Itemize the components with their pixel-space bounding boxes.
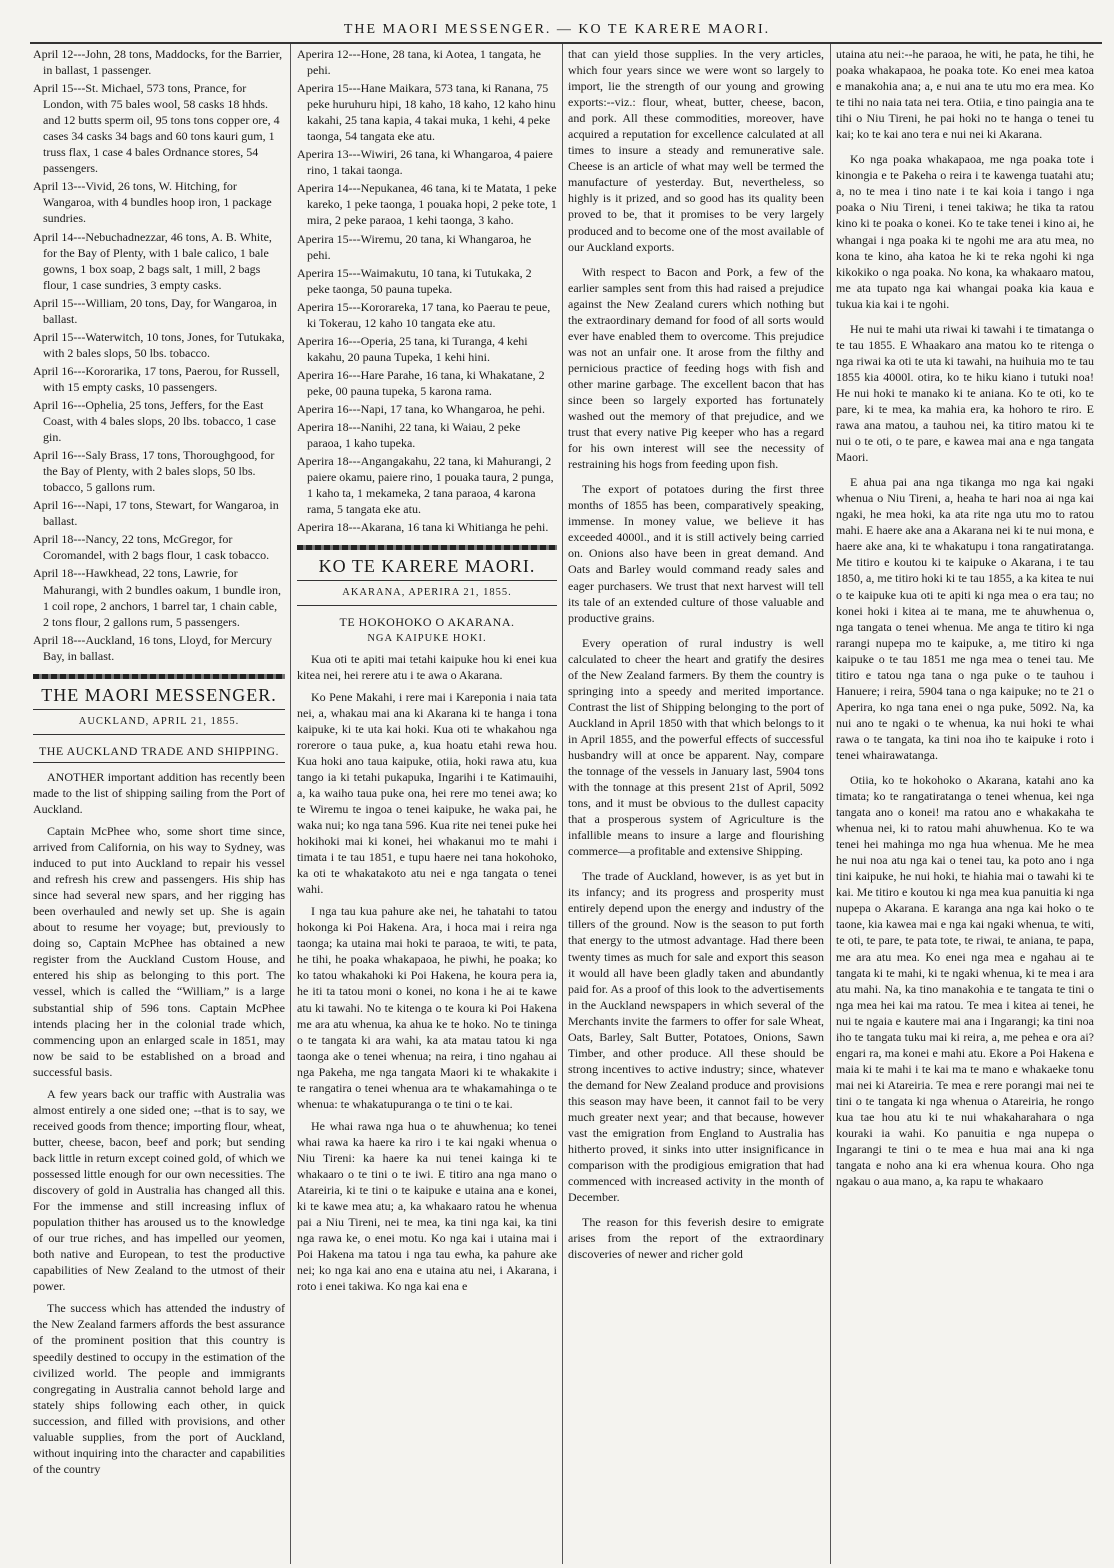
maori-paragraph: Kua oti te apiti mai tetahi kaipuke hou ki enei kua kitea nei, hei rerere atu i te awa o Akarana. xyxy=(297,651,557,682)
english-article-heading: THE AUCKLAND TRADE AND SHIPPING. xyxy=(38,743,280,758)
shipping-entry: April 18---Auckland, 16 tons, Lloyd, for Mercury Bay, in ballast. xyxy=(33,632,272,663)
maori-shipping-list xyxy=(297,46,557,535)
english-paragraph: The trade of Auckland, however, is as yet but in its infancy; and its progress and prosperity must entirely depend upon the energy and industry of the tillers of the ground. Now is the season to put forth that energy to the utmost advantage. Had there been twenty times as much for sale and export this season it would all have been gladly taken and abundantly paid for. As a proof of this look to the advertisements in the Auckland newspapers in which several of the Merchants invite the farmers to offer for sale Wheat, Oats, Barley, Salt Butter, Potatoes, Onions, Sawn Timber, and other produce. All these should be strong incentives to active industry; since, whatever the demand for New Zealand produce and provisions this season may have been, it cannot fail to be very much greater next year; and that because, however vast the emigration from England to Australia has hitherto proved, it sinks into utter insignificance in comparison with the prodigious emigration that had commenced with increased activity in the month of December. xyxy=(568,869,824,1205)
shipping-entry: April 16---Napi, 17 tons, Stewart, for Wangaroa, in ballast. xyxy=(33,498,279,529)
maori-paragraph: Otiia, ko te hokohoko o Akarana, katahi ano ka timata; ko te rangatiratanga o tenei whenua, kei nga tangata ano o konei! ma ratou ano e whakakaha te whenua nei, ki to ratou mahi ahuwhenua. Ko te wa tenei hei mahinga mo nga hua whenua. Me he mea he nui noa atu nga kai o tenei tau, ka poto ano i nga tini kaipuke, he nui hoki, te hiahia mai o tawahi ki te kai. Me titiro e koutou ki nga mea kua panuitia ki nga nupepa o Akarana. E karanga ana nga kai hoko o te taone, kia kawea mai e nga kai ngaki whenua, te witi, te oti, te pare, te pata tote, te riwai, te aniana, te papa, me ara atu mea. Ko enei nga mea e ngahau ai te tangata ki te mahi, ki te ngaki whenua, ki te mea i ara atu mahi. Na, ka tino manakohia e te tangata te tini o nga mea hei kai ma ratou. Te mea i kitea ai tenei, he nui te ngaia e kautere mai ana i Ingarangi; ka tini noa iho te tangata tuku mai ki reira, a, me pehea e ora ai? engari ra, ma konei e mahi atu. Ekore a Poi Hakena e maia ki te mahi i te kai ma te mano e whakaeke tonu mai nei ki Atareiria. Te mea e rere porangi mai nei te tini o te tangata ki nga whenua o Atareiria, he rongo kua tae hou atu ki te nui whakaharahara o nga kouraki ia wahi. Ko panuitia e nga nupepa o Ingarangi te tini o te mea e hua mai ana ki nga tangata e noho ana ki era whenua koura. Oho nga ngakau o aua mano, a, ka rapu te whakaaro xyxy=(836,773,1094,1189)
shipping-entry: April 14---Nebuchadnezzar, 46 tons, A. B. White, for the Bay of Plenty, with 1 bale calico, 1 bale gowns, 1 box soap, 2 bags salt, 1 mill, 2 bags flour, 1 case sundries, 3 empty casks. xyxy=(33,229,272,292)
shipping-entry: Aperira 16---Hare Parahe, 16 tana, ki Whakatane, 2 peke, 00 pauna tupeka, 5 karona rama. xyxy=(297,367,545,398)
english-dateline: AUCKLAND, APRIL 21, 1855. xyxy=(33,709,285,735)
running-head: THE MAORI MESSENGER. — KO TE KARERE MAORI. xyxy=(343,22,771,37)
english-masthead: THE MAORI MESSENGER. xyxy=(41,684,277,705)
shipping-entry: April 12---John, 28 tons, Maddocks, for the Barrier, in ballast, 1 passenger. xyxy=(33,47,283,78)
shipping-entry: April 15---St. Michael, 573 tons, Prance, for London, with 75 bales wool, 58 casks 18 hhds. and 12 butts sperm oil, 95 tons tons copper ore, 4 cases 34 casks 34 bags and 60 tons kauri gum, 1 truss flax, 1 case 4 bales Ordnance stores, 54 passengers. xyxy=(33,81,280,176)
maori-paragraph: Ko Pene Makahi, i rere mai i Kareponia i naia tata nei, a, whakau mai ana ki Akarana ki te hanga i tona kaipuke, ki te uta kai hoki. Kua oti te whakahou nga rorerore o taua puke, a, kua hoatu etahi rewa hou. Kua hoki ano taua kaipuke, otiia, hoki rawa atu, kua tango ia ki tetahi pukapuka, Ingarihi i te Katimauihi, a, ka waiho taua puke ona, hei rere mo tenei awa; ko te Wiremu te ingoa o tenei kaipuke, he waka pai, he waka nui; ko nga tana 596. Kua rite nei tenei puke hei hokihoki mai ki konei, hei whakanui mo te mahi i timata i te tau 1851, e tupu haere nei tana hokohoko, ka oti te whakatakoto atu nei e nga tangata o tenei wahi. xyxy=(297,689,557,897)
column-rule xyxy=(290,44,291,1564)
maori-article-subheading: NGA KAIPUKE HOKI. xyxy=(367,632,487,644)
english-shipping-list xyxy=(33,46,285,664)
column-3 xyxy=(568,46,824,1564)
column-1 xyxy=(33,46,285,1564)
column-rule xyxy=(562,44,563,1564)
english-continuation: that can yield those supplies. In the very articles, which four years since we were wont so largely to import, lie the strength of our young and growing exports:--viz.: flour, wheat, butter, cheese, bacon, and pork. All these commodities, moreover, have acquired a reputation for excellence calculated at all times to insure a steady and remunerative sale. Cheese is an article of what may well be termed the manufacture of yesterday. But, nevertheless, so highly is it prized, and so good has its quality been proved to be, that it promises to be very largely produced and to become one of the most available of our Auckland exports. xyxy=(568,47,824,254)
masthead-divider xyxy=(33,674,285,679)
shipping-entry: Aperira 14---Nepukanea, 46 tana, ki te Matata, 1 peke kareko, 1 peke taonga, 1 pouaka hopi, 2 peke tote, 1 mira, 2 peke paraoa, 1 kehi taonga, 3 kaho. xyxy=(297,181,557,228)
maori-article-heading: TE HOKOHOKO O AKARANA. xyxy=(339,615,515,630)
shipping-entry: Aperira 15---Waimakutu, 10 tana, ki Tutukaka, 2 peke taonga, 50 pauna tupeka. xyxy=(297,265,532,296)
shipping-entry: April 16---Ophelia, 25 tons, Jeffers, for the East Coast, with 4 bales slops, 20 lbs. tobacco, 1 case gin. xyxy=(33,397,276,445)
shipping-entry: April 13---Vivid, 26 tons, W. Hitching, for Wangaroa, with 4 bundles hoop iron, 1 package sundries. xyxy=(33,179,272,226)
shipping-entry: Aperira 16---Operia, 25 tana, ki Turanga, 4 kehi kakahu, 20 pauna Tupeka, 1 kehi hini. xyxy=(297,333,528,364)
shipping-entry: Aperira 15---Kororareka, 17 tana, ko Paerau te peue, ki Tokerau, 12 kaho 10 tangata eke atu. xyxy=(297,299,551,330)
shipping-entry: April 18---Hawkhead, 22 tons, Lawrie, for Mahurangi, with 2 bundles oakum, 1 bundle iron, 1 coil rope, 2 anchors, 1 barrel tar, 1 chain cable, 2 tons flour, 2 gallons rum, 5 passengers. xyxy=(33,566,281,629)
english-paragraph: ANOTHER important addition has recently been made to the list of shipping sailing from the Port of Auckland. xyxy=(33,769,285,816)
english-paragraph: The success which has attended the industry of the New Zealand farmers affords the best assurance of the prominent position that this country is speedily destined to occupy in the estimation of the civilized world. The people and immigrants congregating in Australia cannot behold large and stately ships following each other, in quick succession, and filled with provisions, and other valuable supplies, from the port of Auckland, without inquiring into the character and capabilities of the country xyxy=(33,1301,285,1476)
english-paragraph: Every operation of rural industry is well calculated to cheer the heart and gratify the desires of the New Zealand farmers. By them the country is springing into a speedy and merited importance. Contrast the list of Shipping belonging to the port of Auckland in April 1850 with that which belongs to it in April 1855, and the powerful effects of successful husbandry will at once be apparent. Nay, compare the tonnage of the vessels in January last, 5904 tons with the tonnage at this present 21st of April, 5092 tons, and it must be obvious to the dullest capacity that a prosperous system of Agriculture is the infallible means to insure a large and flourishing commerce—a profitable and extensive Shipping. xyxy=(568,635,824,859)
english-paragraph: With respect to Bacon and Pork, a few of the earlier samples sent from this had raised a prejudice against the New Zealand curers which nothing but the extraordinary demand for food of all sorts would ever have enabled them to overcome. This prejudice was not an unfair one. It arose from the filthy and pernicious practice of feeding hogs with fish and other marine garbage. The excellent bacon that has since been so largely exported has fortunately washed out the memory of that prejudice, and we trust that every native Pig keeper who has a regard for his own interest will see the necessity of restraining his hogs from feeding upon fish. xyxy=(568,264,824,472)
english-paragraph: Captain McPhee who, some short time since, arrived from California, on his way to Sydney, was induced to put into Auckland to repair his vessel and refresh his crew and passengers. His ship has since had several new spars, and her rigging has been overhauled and newly set up. She is again about to resume her voyage; but, previously to doing so, Captain McPhee has obtained a new register from the Auckland Custom House, and entered his ship as belonging to this port. The vessel, which is called the “William,” is a large substantial ship of 596 tons. Captain McPhee intends placing her in the colonial trade which, commencing upon an enlarged scale in 1851, may now be said to be established on a broad and successful basis. xyxy=(33,824,285,1079)
shipping-entry: Aperira 12---Hone, 28 tana, ki Aotea, 1 tangata, he pehi. xyxy=(297,47,541,78)
shipping-entry: April 15---Waterwitch, 10 tons, Jones, for Tutukaka, with 2 bales slops, 50 lbs. tobacco. xyxy=(33,329,285,360)
top-rule xyxy=(30,42,1102,44)
shipping-entry: Aperira 18---Angangakahu, 22 tana, ki Mahurangi, 2 paiere okamu, paiere rino, 1 pouaka taura, 2 punga, 1 kaho ta, 1 mekameka, 2 tana paraoa, 4 karona rama, 5 tangata eke atu. xyxy=(297,454,554,517)
maori-paragraph: E ahua pai ana nga tikanga mo nga kai ngaki whenua o Niu Tireni, a, heaha te hari noa ai nga kai ngaki, he mea hoki, ka ata rite nga utu mo to ratou mahi. E haere ake ana a Akarana nei ki te nui mona, e haere ake ana, ki te whakatupu i tona rangatiratanga. Me titiro e koutou ki te kaipuke o Akarana, i te tau 1850, a, me titiro hoki ki te tau 1855, a ka kitea te nui o te kaipuke kua oti te apiti ki nga mea o era tau; no konei hoki i kitea ai te mana, me te ahuwhenua o, nga tangata o tenei whenua. Me anga te titiro ki nga rarangi nupepa mo te kaipuke, a, me titiro ki nga kaipuke o te tau 1851 me nga mea o tenei tau. Me titiro e tatou nga tana o nga puke o te tauhou i Hanuere; i reira, 5904 tana o nga kaipuke; no te 21 o Aperira, ko nga tana enei o nga puke, 5092. Na, ka nui ano te ngaki o te whenua, ka nui hoki te whai rawa o te tangata, ka tini noa iho te kaipuke i roto i tenei whairawatanga. xyxy=(836,475,1094,762)
shipping-entry: April 18---Nancy, 22 tons, McGregor, for Coromandel, with 2 bags flour, 1 cask tobacco. xyxy=(33,532,270,563)
maori-masthead: KO TE KARERE MAORI. xyxy=(318,556,536,577)
maori-paragraph: Ko nga poaka whakapaoa, me nga poaka tote i kinongia e te Pakeha o reira i te kawenga tuatahi atu; a, no te mea i tino nate i te kai koia i tango i nga poaka o Niu Tireni, i tenei takiwa; he tika ta ratou kino ki te poaka o konei. Ko te take tenei i kino ai, he whangai i nga poaka ki te ngohi me ara atu mea, no kona te kino, aha katoa he ki te reka ngohi ki nga kikokiko o nga poaka. No kona, ka whakaaro matou, me ata tupato nga kai whangai poaka kia kaua e tukua kia kai i te ngohi. xyxy=(836,152,1094,311)
masthead-divider xyxy=(297,545,557,550)
shipping-entry: April 16---Kororarika, 17 tons, Paerou, for Russell, with 15 empty casks, 10 passengers. xyxy=(33,363,280,394)
shipping-entry: Aperira 15---Hane Maikara, 573 tana, ki Ranana, 75 peke huruhuru hipi, 18 kaho, 18 kaho, 12 kaho hinu kakahi, 25 tana kapia, 4 takai muka, 1 kehi, 4 peke taonga, 54 tangata eke atu. xyxy=(297,81,556,144)
english-paragraph: A few years back our traffic with Australia was almost entirely a one sided one; --that is to say, we received goods from thence; importing flour, wheat, butter, cheese, bacon, beef and pork; but sending back little in return except coined gold, of which we possessed little enough for our own necessities. The discovery of gold in Australia has changed all this. For the immense and still increasing influx of population thither has aroused us to the knowledge of our true riches, and has impelled our yeomen, both native and European, to test the productive capabilities of New Zealand to the utmost of their power. xyxy=(33,1086,285,1294)
column-4 xyxy=(836,46,1094,1564)
shipping-entry: Aperira 18---Nanihi, 22 tana, ki Waiau, 2 peke paraoa, 1 kaho tupeka. xyxy=(297,420,521,451)
shipping-entry: Aperira 13---Wiwiri, 26 tana, ki Whangaroa, 4 paiere rino, 1 takai taonga. xyxy=(297,147,553,178)
english-paragraph: The export of potatoes during the first three months of 1855 has been, comparatively speaking, immense. In money value, we believe it has exceeded 4000l., and it is still actively being carried on. Onions also have been in great demand. And Oats and Barley would command ready sales and eager purchasers. We trust that next harvest will tell its tale of an extended culture of those valuable and productive grains. xyxy=(568,482,824,625)
maori-paragraph: He whai rawa nga hua o te ahuwhenua; ko tenei whai rawa ka haere ka riro i te kai ngaki whenua o Niu Tireni: ka haere ka nui tenei kainga ki te whakaaro o te tini o te iwi. E titiro ana nga mano o Atareiria, ki te tini o te kaipuke e utaina ana e konei, ki te kawe mea atu; a, ka whakaaro ratou he whenua pai a Niu Tireni, nei te mea, ka tini nga kai, ka tini nga rawa ke, o enei motu. Ko nga kai i utaina mai i Poi Hakena ma tatou i nga tau ewha, ka pahure ake nei; ko nga kai ano ena e utaina atu nei, i Akarana, i roto i enei takiwa. Ko nga kai ena e xyxy=(297,1118,557,1294)
english-paragraph: The reason for this feverish desire to emigrate arises from the report of the extraordinary discoveries of newer and richer gold xyxy=(568,1215,824,1262)
maori-paragraph: He nui te mahi uta riwai ki tawahi i te timatanga o te tau 1855. E Whaakaro ana matou ko te ritenga o nga riwai ka oti te uta ki tawahi, na huihuia mo te tau 1855 kia 4000l. otira, ko te hiku kiano i tutuki noa! He nui hoki te manako ki te aniana. Ko te oti, ko te pare, ki te mea, ka mahia era, ka hohoro te riro. E rawa ana matou, a tauhou nei, ka titiro matou ki te nui o te oti, o te pare, e kawea mai ana e nga tangata Maori. xyxy=(836,321,1094,465)
maori-dateline: AKARANA, APERIRA 21, 1855. xyxy=(297,580,557,606)
shipping-entry: Aperira 16---Napi, 17 tana, ko Whangaroa, he pehi. xyxy=(297,401,546,416)
column-rule xyxy=(830,44,831,1564)
shipping-entry: April 15---William, 20 tons, Day, for Wangaroa, in ballast. xyxy=(33,295,277,326)
shipping-entry: April 16---Saly Brass, 17 tons, Thoroughgood, for the Bay of Plenty, with 2 bales slops, 50 lbs. tobacco, 5 gallons rum. xyxy=(33,448,275,495)
column-2 xyxy=(297,46,557,1564)
heading-rule xyxy=(33,762,285,763)
maori-continuation: utaina atu nei:--he paraoa, he witi, he pata, he tihi, he poaka whakapaoa, he poaka tote. Ko enei mea katoa e manakohia ana; a, e nui ana te utu mo era mea. Ko te tihi no naia tata nei tera. Otiia, e tino paingia ana te tihi o Niu Tireni, he pai hoki no te hanga o tenei tu kai; ko te kai ano tera e nui nei ki Akarana. xyxy=(836,47,1094,142)
maori-paragraph: I nga tau kua pahure ake nei, he tahatahi to tatou hokonga ki Poi Hakena. Ara, i hoca mai i reira nga taonga; ka utaina mai hoki te paraoa, te witi, te pata, he tihi, he poaka whakapaoa, he piwhi, he poaka; ko ko tatou whakahoki ki Poi Hakena, he koura pera ia, he iti ta tatou moni o konei, no kona i he ai te kawe atu ki tawahi. No te kitenga o te koura ki Poi Hakena me ara atu whenua, ka ahua ke te hoko. No te tininga o te tangata ki ara wahi, ka ata matau tatou ki nga taonga ake o tenei whenua; na reira, i tino ngahau ai nga Pakeha, me nga tangata Maori ki te whakakite i te rangatira o tenei whenua ara te whakamahinga o te whenua: te whakatupuranga o te tini o te kai. xyxy=(297,904,557,1111)
shipping-entry: Aperira 18---Akarana, 16 tana ki Whitianga he pehi. xyxy=(297,520,549,535)
shipping-entry: Aperira 15---Wiremu, 20 tana, ki Whangaroa, he pehi. xyxy=(297,231,532,262)
